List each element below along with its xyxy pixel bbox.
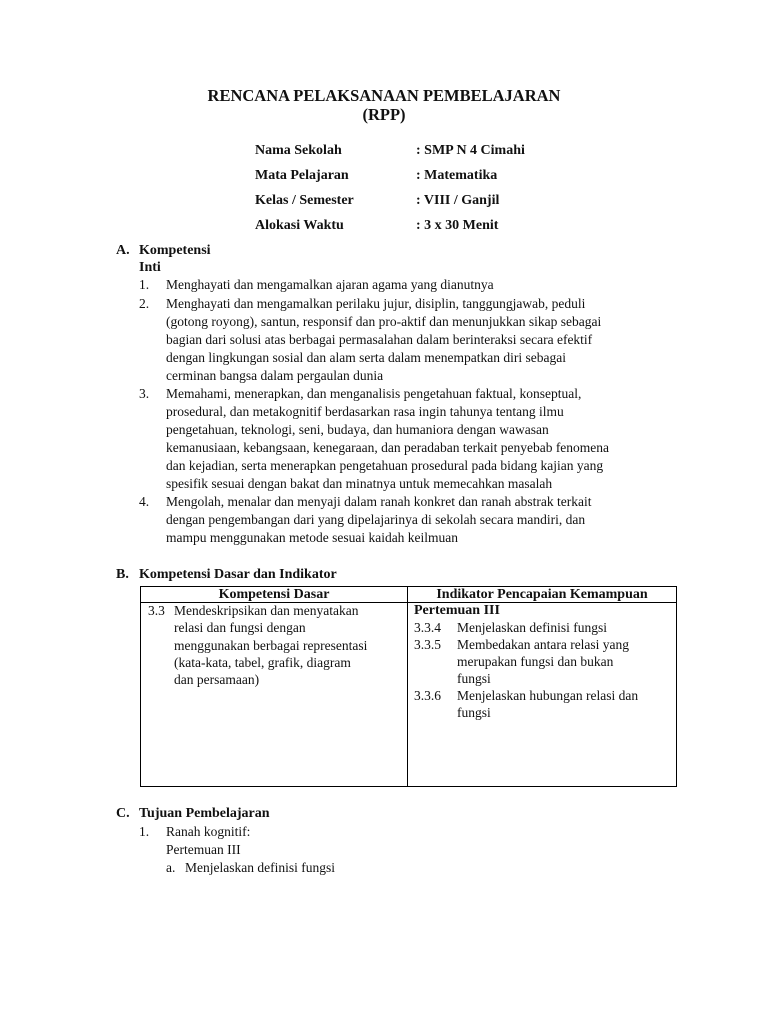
meeting-label: Pertemuan III (414, 603, 500, 618)
section-b-title: Kompetensi Dasar dan Indikator (139, 567, 337, 582)
section-a-title: Kompetensi (139, 243, 211, 258)
kd-line: dan persamaan) (174, 672, 260, 687)
table-cell-kd (141, 603, 408, 787)
section-b-letter: B. (116, 567, 129, 582)
list-item-line: dengan lingkungan sosial dan alam serta dalam menempatkan diri sebagai (166, 350, 566, 365)
section-c-title: Tujuan Pembelajaran (139, 806, 270, 821)
list-item-line: cerminan bangsa dalam pergaulan dunia (166, 368, 384, 383)
list-item-line: spesifik sesuai dengan bakat dan minatnya untuk memecahkan masalah (166, 476, 553, 491)
identity-label-class: Kelas / Semester (255, 193, 354, 208)
indicator-text: Membedakan antara relasi yang (457, 637, 630, 652)
kd-line: (kata-kata, tabel, grafik, diagram (174, 655, 351, 670)
list-item-line: (gotong royong), santun, responsif dan pro-aktif dan menunjukkan sikap sebagai (166, 314, 602, 329)
identity-value-subject: : Matematika (416, 168, 498, 183)
list-item-line: Menghayati dan mengamalkan perilaku jujur, disiplin, tanggungjawab, peduli (166, 296, 586, 311)
sub-item-letter: a. (166, 860, 176, 875)
list-item-line: Menghayati dan mengamalkan ajaran agama yang dianutnya (166, 277, 494, 292)
kd-code: 3.3 (148, 603, 165, 618)
identity-value-class: : VIII / Ganjil (416, 193, 500, 208)
identity-value-time: : 3 x 30 Menit (416, 218, 499, 233)
meeting-label: Pertemuan III (166, 842, 241, 857)
list-item-line: Memahami, menerapkan, dan menganalisis pengetahuan faktual, konseptual, (166, 386, 582, 401)
document-subtitle: (RPP) (362, 105, 406, 124)
list-item-number: 1. (139, 824, 150, 839)
list-item-line: Mengolah, menalar dan menyaji dalam ranah konkret dan ranah abstrak terkait (166, 494, 592, 509)
indicator-text: merupakan fungsi dan bukan (457, 654, 614, 669)
indicator-text: Menjelaskan definisi fungsi (457, 620, 607, 635)
table-header-indicator: Indikator Pencapaian Kemampuan (408, 587, 677, 603)
table-header-kd: Kompetensi Dasar (141, 587, 408, 603)
competency-table (140, 586, 677, 787)
list-item-line: bagian dari solusi atas berbagai permasalahan dalam berinteraksi secara efektif (166, 332, 593, 347)
indicator-code: 3.3.5 (414, 637, 441, 652)
list-item-line: dengan pengembangan dari yang dipelajarinya di sekolah secara mandiri, dan (166, 512, 586, 527)
list-item-number: 4. (139, 494, 150, 509)
indicator-code: 3.3.4 (414, 620, 441, 635)
section-a-title-cont: Inti (139, 260, 161, 275)
list-item-line: dan kejadian, serta menerapkan pengetahuan prosedural pada bidang kajian yang (166, 458, 604, 473)
list-item-number: 3. (139, 386, 150, 401)
indicator-code: 3.3.6 (414, 688, 441, 703)
kd-line: Mendeskripsikan dan menyatakan (174, 603, 359, 618)
list-item-line: kemanusiaan, kebangsaan, kenegaraan, dan peradaban terkait penyebab fenomena (166, 440, 610, 455)
list-item-number: 2. (139, 296, 150, 311)
list-item-line: prosedural, dan metakognitif berdasarkan rasa ingin tahunya tentang ilmu (166, 404, 564, 419)
identity-label-time: Alokasi Waktu (255, 218, 344, 233)
section-c-letter: C. (116, 806, 130, 821)
list-item-line: pengetahuan, teknologi, seni, budaya, dan humaniora dengan wawasan (166, 422, 549, 437)
section-a-letter: A. (116, 243, 130, 258)
identity-value-school: : SMP N 4 Cimahi (416, 143, 525, 158)
indicator-text: fungsi (457, 671, 491, 686)
identity-label-school: Nama Sekolah (255, 143, 342, 158)
list-item-line: mampu menggunakan metode sesuai kaidah keilmuan (166, 530, 459, 545)
sub-item-text: Menjelaskan definisi fungsi (185, 860, 335, 875)
kd-line: relasi dan fungsi dengan (174, 620, 306, 635)
document-title: RENCANA PELAKSANAAN PEMBELAJARAN (207, 86, 561, 105)
table-cell-indicator (408, 603, 677, 787)
identity-label-subject: Mata Pelajaran (255, 168, 349, 183)
indicator-text: Menjelaskan hubungan relasi dan (457, 688, 639, 703)
list-item-number: 1. (139, 277, 150, 292)
kd-line: menggunakan berbagai representasi (174, 638, 368, 653)
indicator-text: fungsi (457, 705, 491, 720)
list-item-line: Ranah kognitif: (166, 824, 251, 839)
